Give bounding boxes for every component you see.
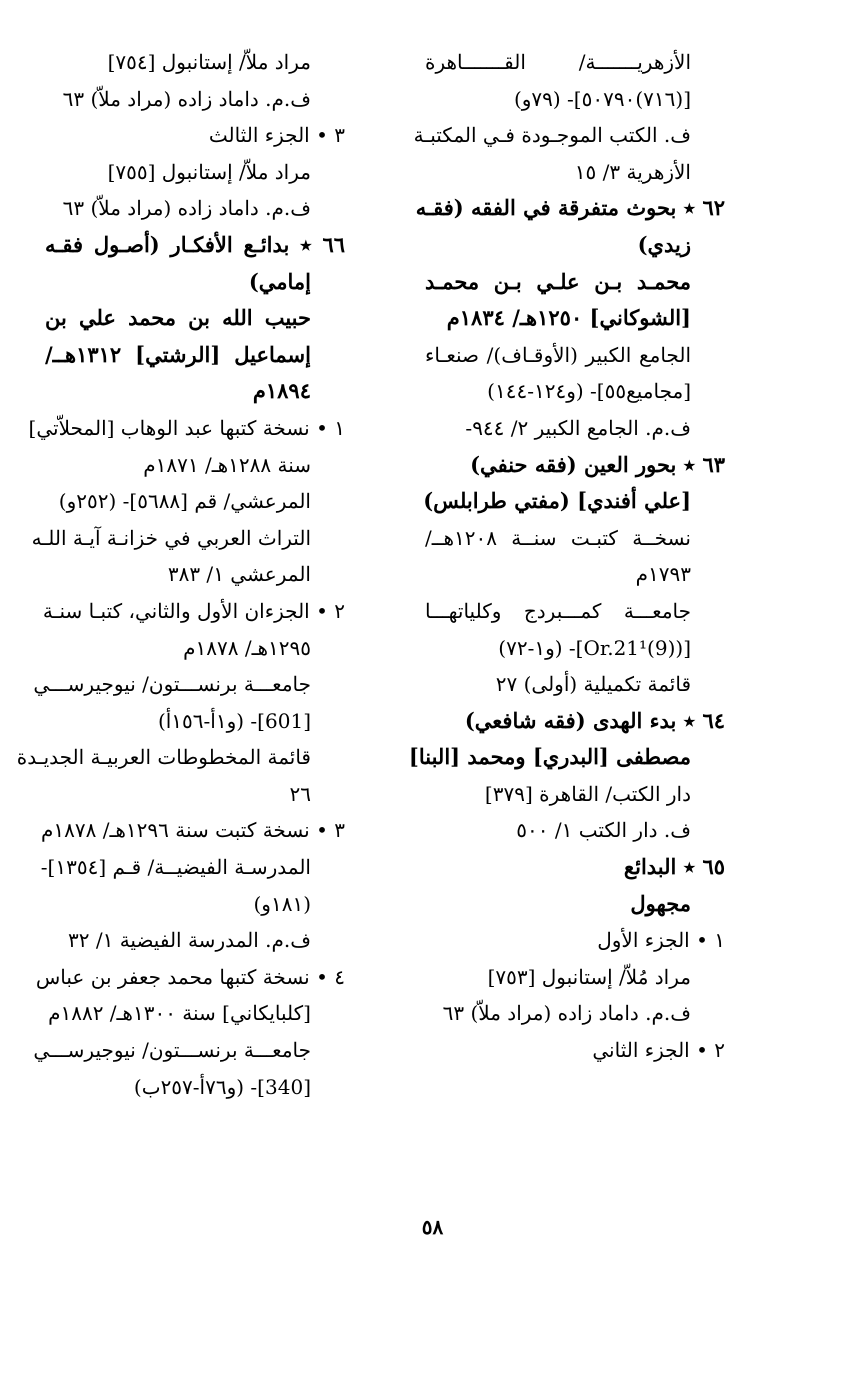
entry-text-line: جامعـــة برنســـتون/ نيوجيرســـي [33,1038,311,1063]
entry-text-line: ف.م. المدرسة الفيضية ١/ ٣٢ [68,928,311,953]
entry-text-line: [601]- (و١أ-١٥٦أ) [157,708,311,733]
entry-text-line: مراد ملاّ/ إستانبول [٧٥٥] [107,159,311,184]
entry-text-line: مراد ملاّ/ إستانبول [٧٥٤] [107,50,311,74]
entry-text-line: ٣ • الجزء الثالث [208,123,345,148]
entry-heading-line: ٦٣ ٭ بحور العين (فقه حنفي) [470,451,725,477]
entry-heading-line: محمـد بـن علـي بـن محمـد [425,268,691,294]
entry-text-line: ٤ • نسخة كتبها محمد جعفر بن عباس [35,964,345,989]
entry-heading-line: مصطفى [البدري] ومحمد [البنا] [408,744,691,770]
entry-text-line: ف.م. الجامع الكبير ٢/ ٩٤٤- [465,415,691,440]
entry-text-line: ٢ • الجزءان الأول والثاني، كتبـا سنـة [42,598,345,623]
right-column [408,44,725,1069]
entry-heading-line: [علي أفندي] (مفتي طرابلس) [423,488,691,514]
entry-text-line: جامعـــة كمـــبردج وكلياتهـــا [425,598,691,623]
entry-heading-line: زيدي) [637,231,691,257]
entry-text-line: ١ • نسخة كتبها عبد الوهاب [المحلاّتي] [28,415,345,440]
page-number: ٥٨ [421,1215,444,1239]
entry-heading-line: ١٨٩٤م [252,378,311,404]
entry-text-line: ٣ • نسخة كتبت سنة ١٢٩٦هـ/ ١٨٧٨م [41,818,345,843]
entry-text-line: قائمة تكميلية (أولى) ٢٧ [495,672,691,697]
entry-text-line: ٢٦ [289,781,311,806]
entry-heading-line: إمامي) [248,268,311,294]
entry-text-line: ف.م. داماد زاده (مراد ملاّ) ٦٣ [62,86,311,111]
entry-text-line: [مجاميع٥٥]- (و١٢٤-١٤٤) [487,379,691,404]
entry-text-line: دار الكتب/ القاهرة [٣٧٩] [484,781,691,806]
entry-text-line: المرعشي/ قم [٥٦٨٨]- (٢٥٢و) [58,489,311,514]
entry-text-line: ١٢٩٥هـ/ ١٨٧٨م [183,635,311,660]
entry-heading-line: حبيب الله بن محمد علي بن [45,305,311,331]
entry-text-line: الجامع الكبير (الأوقـاف)/ صنعـاء [425,342,691,367]
entry-heading-line: ٦٥ ٭ البدائع [623,854,725,880]
entry-text-line: [كلبايكاني] سنة ١٣٠٠هـ/ ١٨٨٢م [48,1001,311,1026]
entry-text-line: ف. الكتب الموجـودة فـي المكتبـة [413,123,691,148]
entry-text-line: جامعـــة برنســـتون/ نيوجيرســـي [33,672,311,697]
left-column [16,44,345,1105]
entry-text-line: ١٧٩٣م [635,562,691,587]
entry-text-line: ٢ • الجزء الثاني [592,1038,725,1063]
entry-text-line: ف.م. داماد زاده (مراد ملاّ) ٦٣ [62,196,311,221]
entry-text-line: نسخــة كتبـت سنــة ١٢٠٨هــ/ [425,525,691,550]
entry-text-line: ف. دار الكتب ١/ ٥٠٠ [516,818,691,843]
entry-text-line: مراد مُلاّ/ إستانبول [٧٥٣] [487,964,691,989]
entry-text-line: ف.م. داماد زاده (مراد ملاّ) ٦٣ [442,1001,691,1026]
entry-heading-line: إسماعيل [الرشتي] ١٣١٢هــ/ [45,341,311,367]
entry-text-line: التراث العربي في خزانـة آيـة اللـه [31,525,311,550]
entry-heading-line: مجهول [630,890,691,916]
entry-text-line: سنة ١٢٨٨هـ/ ١٨٧١م [143,452,311,477]
entry-text-line: [(Or.21¹(9)]- (و١-٧٢) [498,635,691,660]
entry-text-line: ١ • الجزء الأول [597,928,725,953]
entry-heading-line: ٦٢ ٭ بحوث متفرقة في الفقه (فقـه [415,195,725,221]
entry-text-line: (١٨١و) [253,891,311,916]
entry-text-line: المرعشي ١/ ٣٨٣ [167,562,311,587]
entry-text-line: المدرسـة الفيضيــة/ قـم [١٣٥٤]- [40,855,311,880]
entry-text-line: الأزهريـــــــة/ القـــــــاهرة [425,50,691,74]
entry-text-line: الأزهرية ٣/ ١٥ [574,159,691,184]
entry-heading-line: ٦٤ ٭ بدء الهدى (فقه شافعي) [464,707,725,733]
entry-text-line: [(٧١٦)٥٠٧٩٠]- (٧٩و) [513,86,691,111]
entry-heading-line: [الشوكاني] ١٢٥٠هـ/ ١٨٣٤م [446,305,691,331]
entry-text-line: [340]- (و٧٦أ-٢٥٧ب) [133,1074,311,1099]
entry-heading-line: ٦٦ ٭ بدائـع الأفكـار (أصـول فقـه [45,231,345,257]
entry-text-line: قائمة المخطوطات العربيـة الجديـدة [16,745,311,770]
